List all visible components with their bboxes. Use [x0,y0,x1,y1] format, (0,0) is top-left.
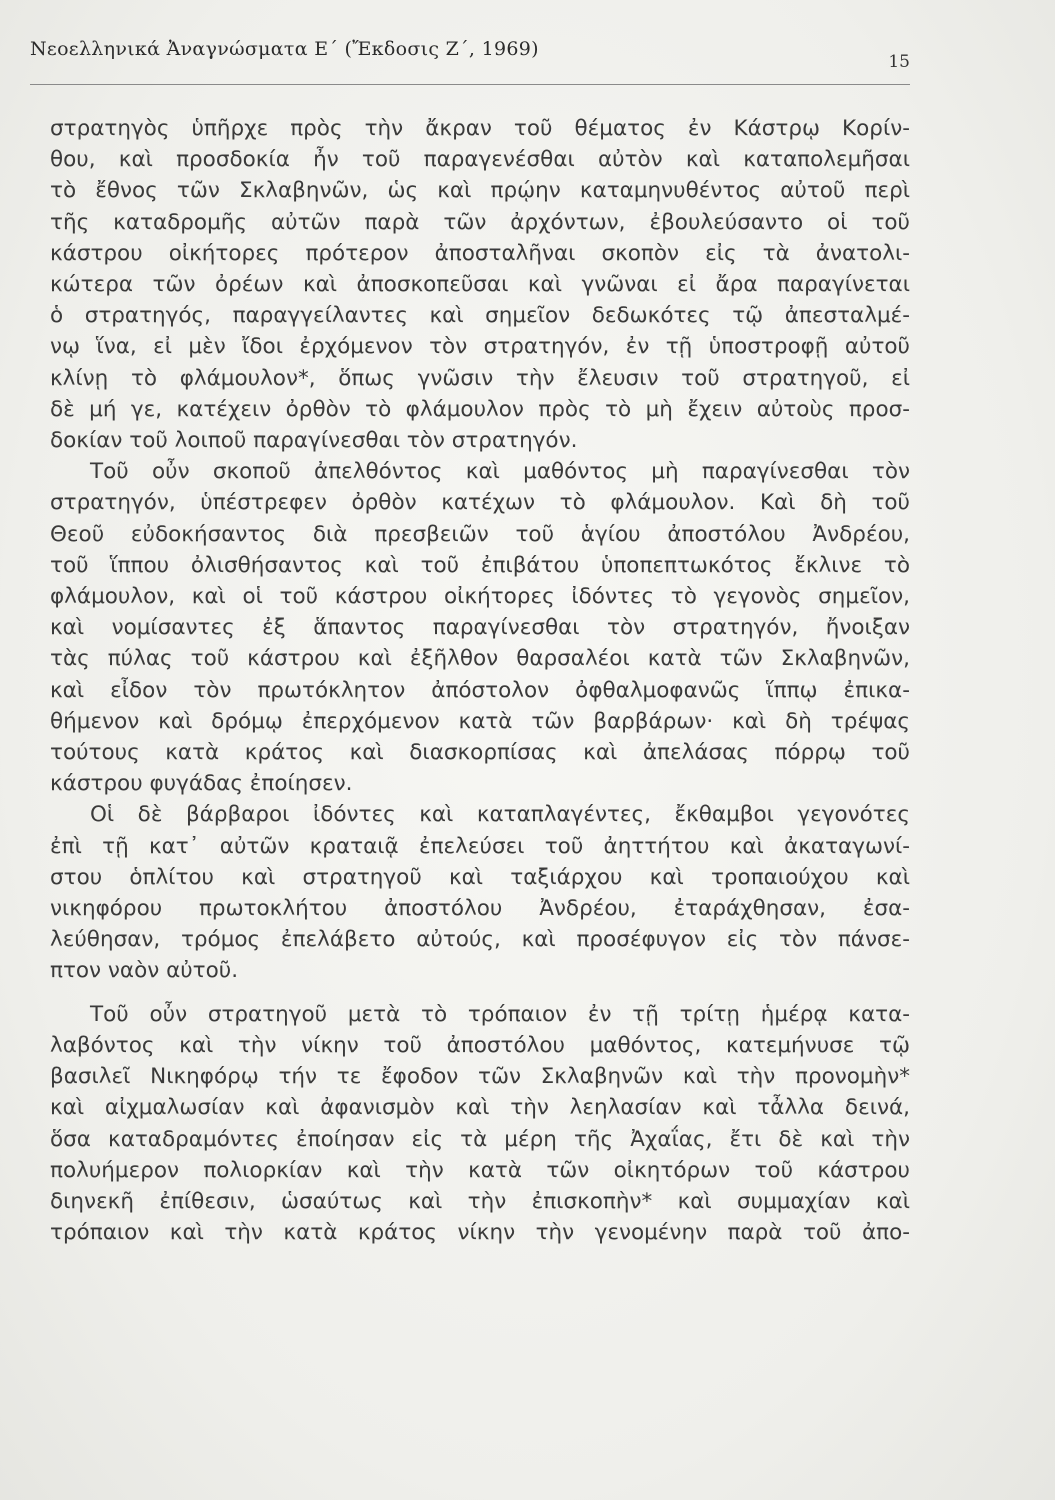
text-line: δοκίαν τοῦ λοιποῦ παραγίνεσθαι τὸν στρατηγόν. [50,428,578,454]
paragraph [50,799,910,986]
paragraph [50,456,910,799]
text-line: θήμενον καὶ δρόμῳ ἐπερχόμενον κατὰ τῶν βαρβάρων· καὶ δὴ τρέψας [50,708,910,734]
paragraph [50,113,910,456]
text-line: πτον ναὸν αὐτοῦ. [50,958,239,984]
text-line: νῳ ἵνα, εἰ μὲν ἴδοι ἐρχόμενον τὸν στρατηγόν, ἐν τῇ ὑποστροφῇ αὐτοῦ [50,334,910,360]
text-line: καὶ αἰχμαλωσίαν καὶ ἀφανισμὸν καὶ τὴν λεηλασίαν καὶ τἆλλα δεινά, [50,1095,910,1121]
text-line: τούτους κατὰ κράτος καὶ διασκορπίσας καὶ ἀπελάσας πόρρῳ τοῦ [50,740,910,766]
text-line: Τοῦ οὖν στρατηγοῦ μετὰ τὸ τρόπαιον ἐν τῇ τρίτῃ ἡμέρᾳ κατα- [90,1001,910,1027]
text-line: νικηφόρου πρωτοκλήτου ἀποστόλου Ἀνδρέου, ἐταράχθησαν, ἐσα- [50,896,910,922]
text-line: στρατηγόν, ὑπέστρεφεν ὀρθὸν κατέχων τὸ φλάμουλον. Καὶ δὴ τοῦ [50,490,910,516]
text-line: κάστρου φυγάδας ἐποίησεν. [50,771,353,797]
text-line: κάστρου οἰκήτορες πρότερον ἀποσταλῆναι σκοπὸν εἰς τὰ ἀνατολι- [50,240,910,266]
text-line: βασιλεῖ Νικηφόρῳ τήν τε ἔφοδον τῶν Σκλαβηνῶν καὶ τὴν προνομὴν* [50,1064,910,1090]
text-line: κώτερα τῶν ὀρέων καὶ ἀποσκοπεῦσαι καὶ γνῶναι εἰ ἄρα παραγίνεται [50,272,910,298]
text-line: καὶ νομίσαντες ἐξ ἅπαντος παραγίνεσθαι τὸν στρατηγόν, ἤνοιξαν [50,615,910,641]
text-line: Τοῦ οὖν σκοποῦ ἀπελθόντος καὶ μαθόντος μὴ παραγίνεσθαι τὸν [90,459,910,485]
text-line: τρόπαιον καὶ τὴν κατὰ κράτος νίκην τὴν γενομένην παρὰ τοῦ ἀπο- [50,1220,910,1246]
text-line: καὶ εἶδον τὸν πρωτόκλητον ἀπόστολον ὀφθαλμοφανῶς ἵππῳ ἐπικα- [50,677,910,703]
text-line: πολυήμερον πολιορκίαν καὶ τὴν κατὰ τῶν οἰκητόρων τοῦ κάστρου [50,1157,910,1183]
text-line: φλάμουλον, καὶ οἱ τοῦ κάστρου οἰκήτορες ἰδόντες τὸ γεγονὸς σημεῖον, [50,584,910,610]
text-line: θου, καὶ προσδοκία ἦν τοῦ παραγενέσθαι αὐτὸν καὶ καταπολεμῆσαι [50,147,910,173]
body-text [50,113,910,1248]
text-line: τὸ ἔθνος τῶν Σκλαβηνῶν, ὡς καὶ πρῴην καταμηνυθέντος αὐτοῦ περὶ [50,178,910,204]
page-number: 15 [888,52,910,72]
paragraph [50,999,910,1249]
text-line: στου ὁπλίτου καὶ στρατηγοῦ καὶ ταξιάρχου καὶ τροπαιούχου καὶ [50,864,910,890]
text-line: λεύθησαν, τρόμος ἐπελάβετο αὐτούς, καὶ προσέφυγον εἰς τὸν πάνσε- [50,927,910,953]
text-line: ὅσα καταδραμόντες ἐποίησαν εἰς τὰ μέρη τῆς Ἀχαΐας, ἔτι δὲ καὶ τὴν [50,1126,910,1152]
text-line: λαβόντος καὶ τὴν νίκην τοῦ ἀποστόλου μαθόντος, κατεμήνυσε τῷ [50,1032,910,1058]
text-line: Θεοῦ εὐδοκήσαντος διὰ πρεσβειῶν τοῦ ἁγίου ἀποστόλου Ἀνδρέου, [50,521,910,547]
text-line: Οἱ δὲ βάρβαροι ἰδόντες καὶ καταπλαγέντες, ἔκθαμβοι γεγονότες [90,802,910,828]
header-rule [30,84,910,85]
text-line: τῆς καταδρομῆς αὐτῶν παρὰ τῶν ἀρχόντων, ἐβουλεύσαντο οἱ τοῦ [50,209,910,235]
text-line: ὁ στρατηγός, παραγγείλαντες καὶ σημεῖον δεδωκότες τῷ ἀπεσταλμέ- [50,303,910,329]
text-line: κλίνῃ τὸ φλάμουλον*, ὅπως γνῶσιν τὴν ἔλευσιν τοῦ στρατηγοῦ, εἰ [50,365,910,391]
text-line: διηνεκῆ ἐπίθεσιν, ὡσαύτως καὶ τὴν ἐπισκοπὴν* καὶ συμμαχίαν καὶ [50,1188,910,1214]
text-line: στρατηγὸς ὑπῆρχε πρὸς τὴν ἄκραν τοῦ θέματος ἐν Κάστρῳ Κορίν- [50,116,910,141]
text-line: δὲ μή γε, κατέχειν ὀρθὸν τὸ φλάμουλον πρὸς τὸ μὴ ἔχειν αὐτοὺς προσ- [50,396,910,422]
text-line: ἐπὶ τῇ κατ᾿ αὐτῶν κραταιᾷ ἐπελεύσει τοῦ ἀηττήτου καὶ ἀκαταγωνί- [50,833,910,859]
page-header [30,38,910,78]
text-line: τοῦ ἵππου ὀλισθήσαντος καὶ τοῦ ἐπιβάτου ὑποπεπτωκότος ἔκλινε τὸ [50,552,910,578]
text-line: τὰς πύλας τοῦ κάστρου καὶ ἐξῆλθον θαρσαλέοι κατὰ τῶν Σκλαβηνῶν, [50,646,910,672]
running-head: Νεοελληνικά Ἀναγνώσματα Ε΄ (Ἔκδοσις Ζ΄, 1969) [30,38,539,60]
